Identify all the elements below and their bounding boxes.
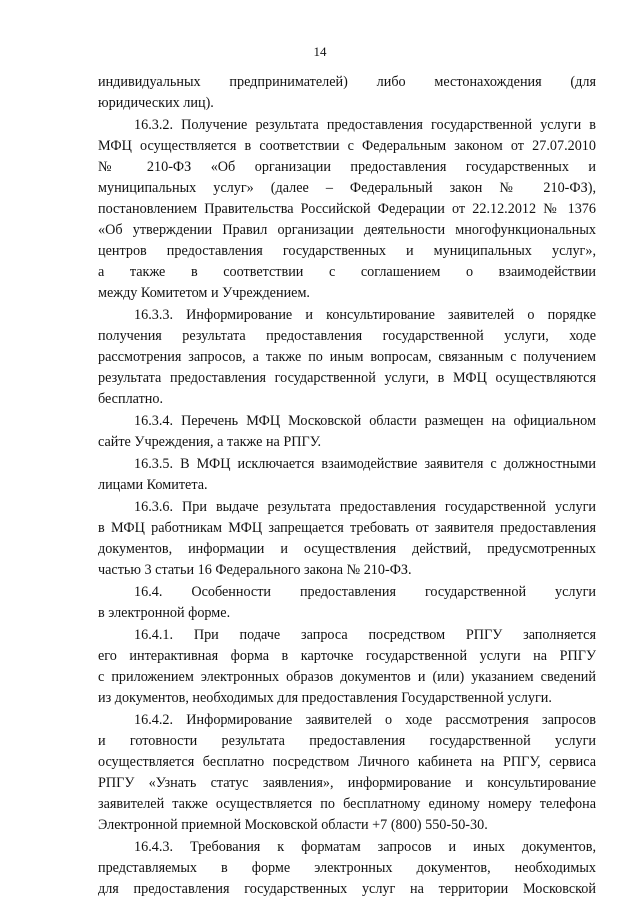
section-heading: в электронной форме.: [98, 605, 231, 621]
text-line: РПГУ «Узнать статус заявления», информирование и консультирование: [98, 775, 596, 791]
text-line: индивидуальных предпринимателей) либо местонахождения (для: [98, 74, 596, 90]
text-line: бесплатно.: [98, 391, 164, 407]
page-number: 14: [313, 44, 327, 59]
text-line: муниципальных услуг» (далее – Федеральный закон № 210-ФЗ),: [98, 180, 596, 196]
text-line: 16.4.2. Информирование заявителей о ходе рассмотрения запросов: [134, 712, 596, 728]
text-line: его интерактивная форма в карточке государственной услуги на РПГУ: [98, 648, 596, 664]
text-line: заявителей также осуществляется по бесплатному единому номеру телефона: [98, 796, 596, 812]
text-line: а также в соответствии с соглашением о взаимодействии: [98, 264, 596, 280]
text-line: № 210-ФЗ «Об организации предоставления государственных и: [98, 159, 596, 175]
text-line: между Комитетом и Учреждением.: [98, 285, 310, 301]
text-line: юридических лиц).: [98, 95, 214, 111]
text-line: с приложением электронных образов документов и (или) указанием сведений: [98, 669, 596, 685]
text-line: 16.4.1. При подаче запроса посредством РПГУ заполняется: [134, 627, 596, 643]
text-line: постановлением Правительства Российской Федерации от 22.12.2012 № 1376: [98, 201, 596, 217]
text-line: 16.3.4. Перечень МФЦ Московской области размещен на официальном: [134, 413, 596, 429]
text-line: 16.3.6. При выдаче результата предоставления государственной услуги: [134, 499, 596, 515]
text-line: осуществляется бесплатно посредством Личного кабинета на РПГУ, сервиса: [98, 754, 596, 770]
text-line: из документов, необходимых для предоставления Государственной услуги.: [98, 690, 552, 706]
text-line: 16.4.3. Требования к форматам запросов и иных документов,: [134, 839, 596, 855]
text-line: рассмотрения запросов, а также по иным вопросам, связанным с получением: [98, 349, 596, 365]
text-line: МФЦ осуществляется в соответствии с Федеральным законом от 27.07.2010: [98, 138, 596, 154]
text-line: 16.3.5. В МФЦ исключается взаимодействие заявителя с должностными: [134, 456, 596, 472]
text-line: 16.3.3. Информирование и консультирование заявителей о порядке: [134, 307, 596, 323]
text-line: центров предоставления государственных и муниципальных услуг»,: [98, 243, 596, 259]
text-line: сайте Учреждения, а также на РПГУ.: [98, 434, 322, 450]
text-line: получения результата предоставления государственной услуги, ходе: [98, 328, 596, 344]
text-line: Электронной приемной Московской области +7 (800) 550-50-30.: [98, 817, 488, 833]
text-line: и готовности результата предоставления государственной услуги: [98, 733, 596, 749]
text-line: результата предоставления государственной услуги, в МФЦ осуществляются: [98, 370, 596, 386]
section-heading: 16.4. Особенности предоставления государственной услуги: [134, 584, 596, 600]
text-line: в МФЦ работникам МФЦ запрещается требовать от заявителя предоставления: [98, 520, 596, 536]
text-line: частью 3 статьи 16 Федерального закона № 210-ФЗ.: [98, 562, 412, 578]
text-line: для предоставления государственных услуг на территории Московской: [98, 881, 596, 897]
text-line: «Об утверждении Правил организации деятельности многофункциональных: [98, 222, 596, 238]
text-line: лицами Комитета.: [98, 477, 208, 493]
text-line: представляемых в форме электронных документов, необходимых: [98, 860, 596, 876]
text-line: 16.3.2. Получение результата предоставления государственной услуги в: [134, 117, 596, 133]
text-line: документов, информации и осуществления действий, предусмотренных: [98, 541, 596, 557]
